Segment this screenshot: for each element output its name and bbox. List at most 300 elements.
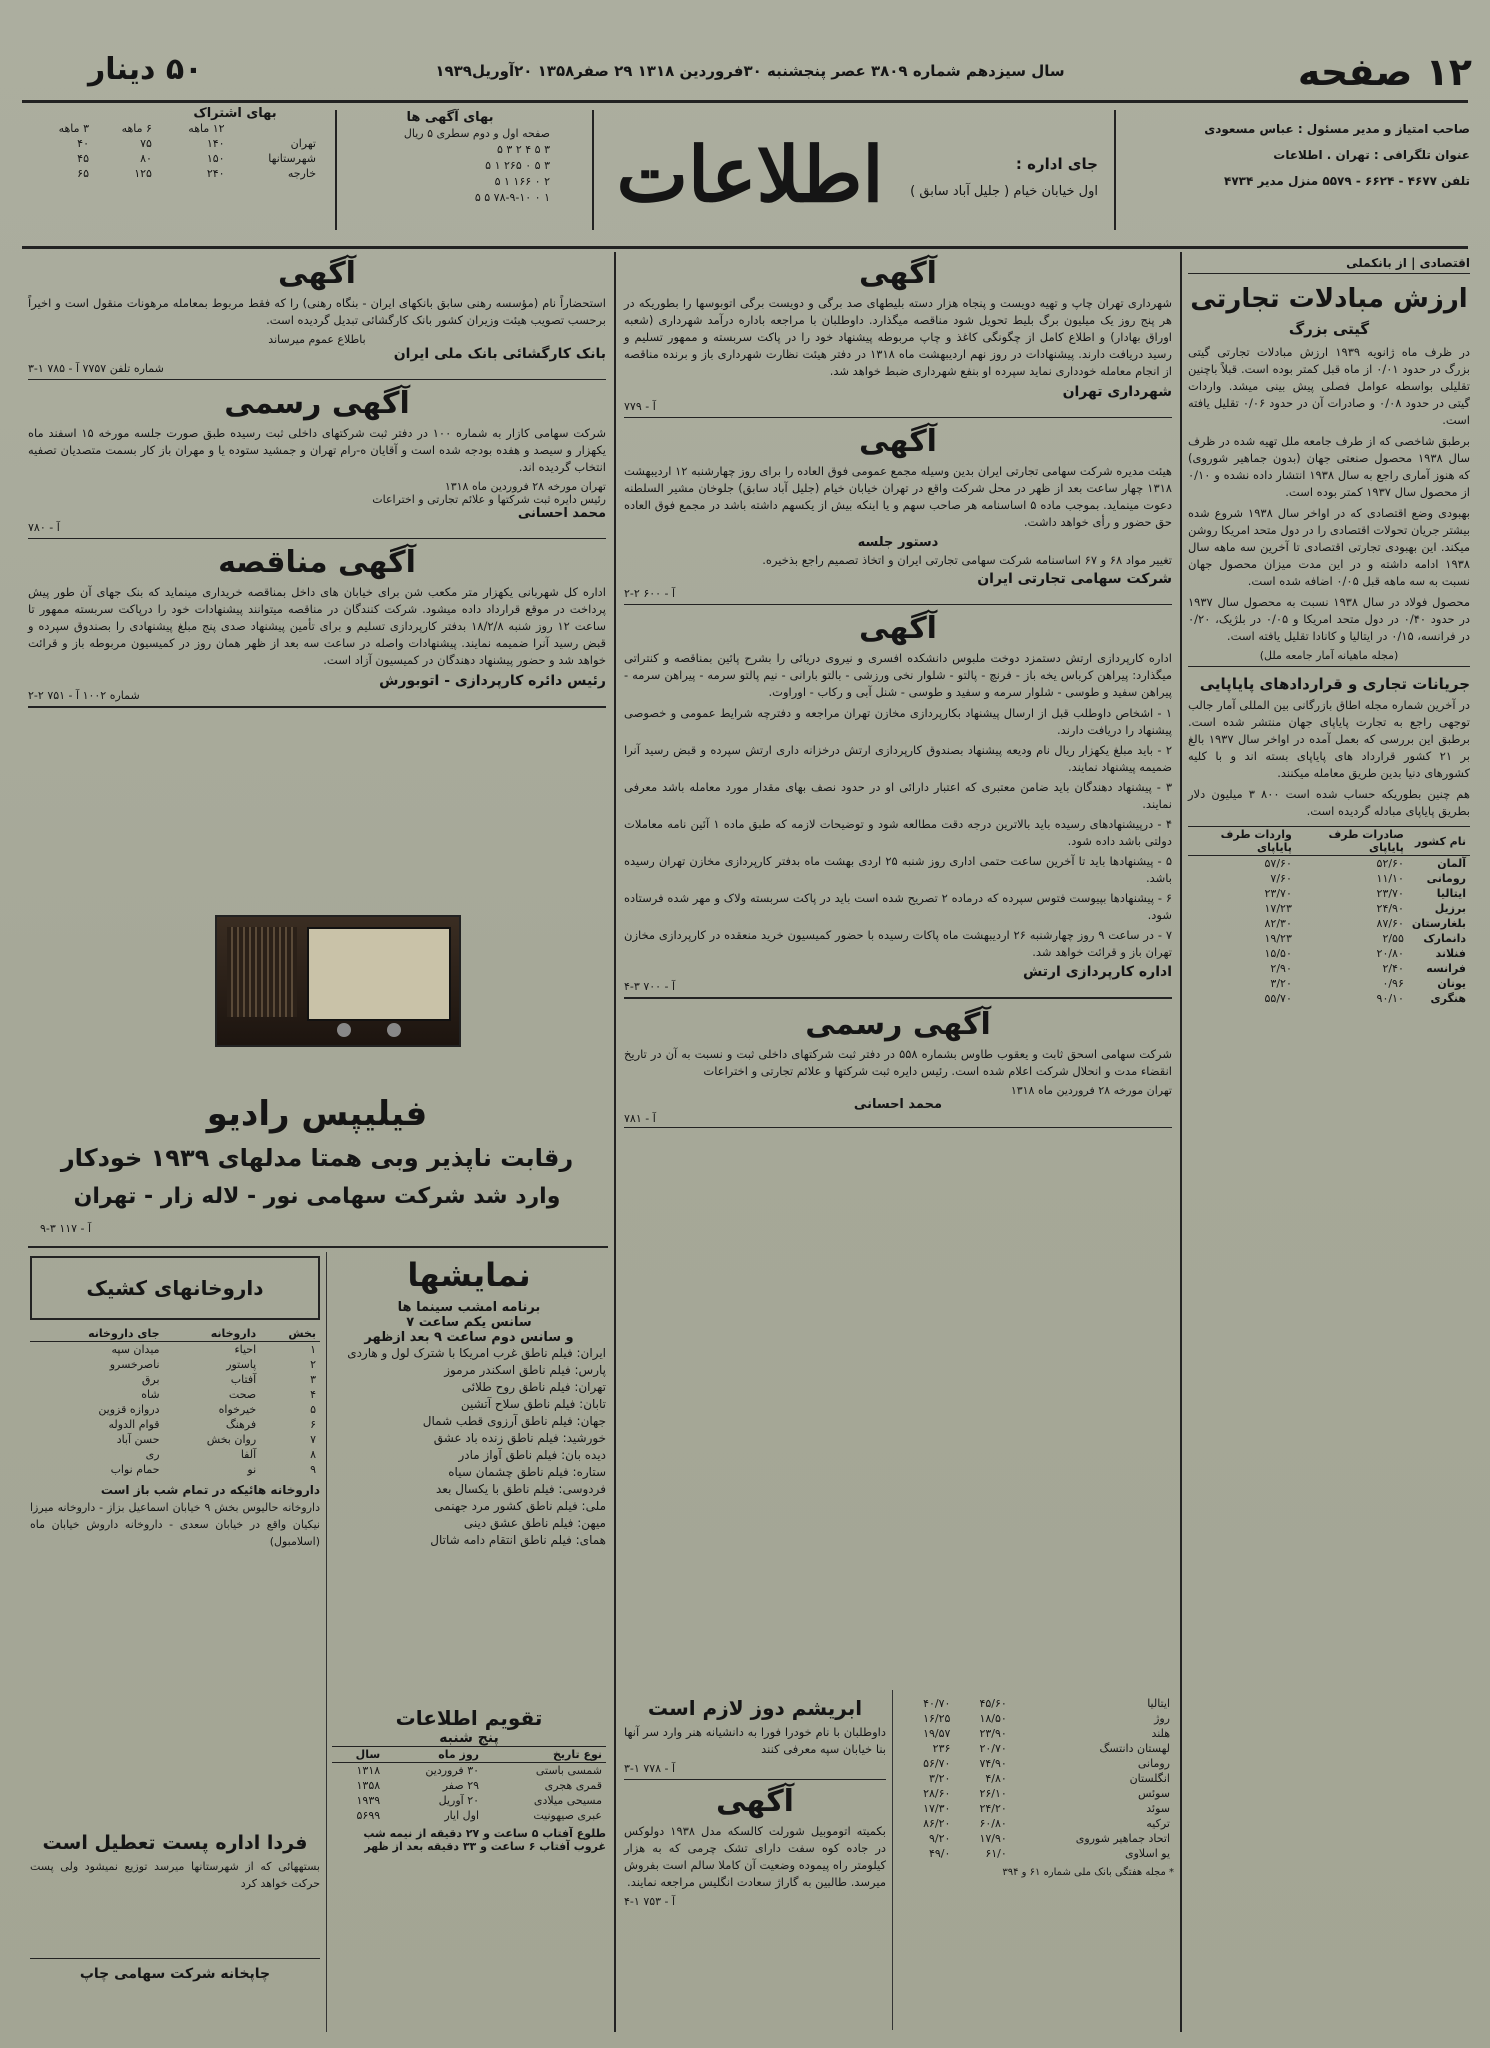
small-ad-ref: آ - ۷۷۸ ۱-۳ xyxy=(624,1762,886,1780)
table-cell: فرهنگ xyxy=(225,1418,257,1431)
sub-place: تهران xyxy=(290,137,316,150)
ad-title: آگهی رسمی xyxy=(805,1007,991,1042)
radio-ad-line: وارد شد شرکت سهامی نور - لاله زار - تهران xyxy=(73,1184,561,1209)
table-row xyxy=(30,1342,320,1358)
sub-value: ۷۵ xyxy=(140,137,152,150)
table-row xyxy=(898,1846,1174,1861)
ad-text: هیئت مدیره شرکت سهامی تجارتی ایران بدین وسیله مجمع عمومی فوق العاده را برای روز چهارشنبه ۱۲ اردیبهشت ۱۳۱۸ چهار ساعت بعد از ظهر در محل شرکت واقع در تهران خیابان خیام (جلیل آباد سابق) جلوخان مشیر السلطنه دعوت مینماید. بموجب ماده ۵ اساسنامه هر صاحب سهم و یا اینکه بیش از یکسهم داشته باشد در مجمع فوق العاده حق حضور و رأی خواهد داشت. xyxy=(624,464,1172,529)
table-header: سال xyxy=(355,1748,381,1761)
table-cell: ۱۵/۵۰ xyxy=(1264,947,1292,960)
column-divider xyxy=(1180,252,1182,2032)
ad-ref: آ - ۷۰۰ ۳-۴ xyxy=(624,980,1172,999)
table-cell: ۲۳۶ xyxy=(932,1742,951,1755)
table-footnote: * مجله هفتگی بانک ملی شماره ۶۱ و ۳۹۴ xyxy=(1002,1867,1174,1878)
ad-ref: آ - ۷۸۰ xyxy=(28,521,606,539)
table-row xyxy=(30,1447,320,1462)
economy-column xyxy=(1188,256,1470,1006)
table-cell: حمام نواب xyxy=(110,1463,160,1476)
ad-signature: شهرداری تهران xyxy=(1062,384,1172,400)
table-cell: ۸۷/۶۰ xyxy=(1376,917,1404,930)
ad-item: ۶ - پیشنهادها بپیوست فتوس سپرده که درماده ۲ تصریح شده است باید در پاکت سربسته ولاک و مهر شده فرستاده شود. xyxy=(624,891,1173,922)
table-cell: قمری هجری xyxy=(544,1779,602,1792)
ad-text: شرکت سهامی اسحق ثابت و یعقوب طاوس بشماره ۵۵۸ در دفتر ثبت شرکتهای داخلی ثبت و نسبت به آن در تاریخ انقضاء مدت و انحلال شرکت اعلام شده است. رئیس دایره ثبت شرکتها و علائم تجارتی و اختراعات xyxy=(624,1047,1173,1078)
cinema-row: فردوسی: فیلم ناطق با یکسال بعد xyxy=(435,1482,606,1496)
table-row xyxy=(1188,946,1470,961)
table-cell: ۶ xyxy=(310,1418,316,1431)
cinema-row: جهان: فیلم ناطق آرزوی قطب شمال xyxy=(422,1414,606,1428)
table-row xyxy=(898,1816,1174,1831)
kicker: اقتصادی | از بانکملی xyxy=(1188,256,1470,274)
small-ads xyxy=(624,1696,886,1908)
table-cell: ری xyxy=(145,1448,160,1461)
table-row xyxy=(30,1372,320,1387)
dateline: سال سیزدهم شماره ۳۸۰۹ عصر پنجشنبه ۳۰فروردین ۱۳۱۸ ۲۹ صفر۱۳۵۸ ۲۰آوریل۱۹۳۹ xyxy=(435,62,1065,80)
ads-column-left xyxy=(28,256,606,708)
table-cell: ۳/۲۰ xyxy=(1270,977,1292,990)
table-row xyxy=(332,1778,606,1793)
ad-title: آگهی رسمی xyxy=(224,386,410,421)
sub-value: ۱۴۰ xyxy=(206,137,225,150)
ad-ref: آ - ۶۰۰ ۲-۲ xyxy=(624,587,1172,605)
table-row xyxy=(30,1462,320,1477)
ad-text: شرکت سهامی کازار به شماره ۱۰۰ در دفتر ثبت شرکتهای داخلی ثبت رسیده طبق صورت جلسه مورخه ۱۵ اسفند ماه یکهزار و سیصد و هفده بودجه شده است و آقایان ه-رام تهران و جمشید ستوده یا و مهران باز کار بسمت متصدیان تصفیه انتخاب گردیده اند. xyxy=(28,426,606,474)
table-cell: ۵۲/۶۰ xyxy=(1376,857,1404,870)
cinema-row: پارس: فیلم ناطق اسکندر مرموز xyxy=(444,1363,606,1377)
pharmacy-note-title: داروخانه هائیکه در تمام شب باز است xyxy=(100,1483,320,1497)
sub-place: شهرستانها xyxy=(268,152,316,165)
table-row xyxy=(1188,856,1470,872)
table-cell: ۲۰/۸۰ xyxy=(1376,947,1404,960)
sub-place: خارجه xyxy=(287,167,316,180)
table-cell: سوئد xyxy=(1146,1802,1170,1815)
ad-item: ۴ - درپیشنهادهای رسیده باید بالاترین درجه دقت مطالعه شود و توضیحات لازمه که طبق ماده ۱ آئین نامه معاملات دولتی باشد داده شود. xyxy=(624,817,1172,848)
table-row xyxy=(898,1831,1174,1846)
sunset: غروب آفتاب ۶ ساعت و ۳۳ دقیقه بعد از ظهر xyxy=(364,1840,606,1853)
table-row xyxy=(898,1711,1174,1726)
sub-value: ۶۵ xyxy=(77,167,89,180)
table-cell: هنگری xyxy=(1430,992,1466,1005)
table-header: داروخانه xyxy=(210,1327,257,1340)
pharmacy-title: داروخانهای کشیک xyxy=(30,1256,320,1320)
table-header: بخش xyxy=(288,1327,316,1340)
ad-signature: محمد احسانی xyxy=(517,506,606,521)
table-cell: عبری صیهونیت xyxy=(533,1809,602,1822)
table-header: نوع تاریخ xyxy=(552,1748,602,1761)
ad-date: تهران مورخه ۲۸ فروردین ماه ۱۳۱۸ xyxy=(1010,1084,1172,1097)
sub-header: ۶ ماهه xyxy=(121,122,152,135)
table-cell: ۵۶/۷۰ xyxy=(923,1757,951,1770)
calendar-box xyxy=(332,1706,606,1853)
table-row xyxy=(30,1432,320,1447)
ad-note: باطلاع عموم میرساند xyxy=(268,333,366,346)
ad-text: شهرداری تهران چاپ و تهیه دویست و پنجاه هزار دسته بلیطهای صد برگی و دویست برگی اتوبوسها را بطوریکه در هر پنج روز یک میلیون برگ بلیط تحویل شود مناقصه میگذارد. داوطلبان با مراجعه باداره درآمد شهرداری (شعبه اوراق بهادار) و اطلاع کامل از چگونگی کاغذ و چاپ مربوطه پیشنهاد خود را در پاکت سربسته و ممهور تسلیم و رسید دریافت دارند. پیشنهادات در روز نهم اردیبهشت ماه ۱۳۱۸ در دفتر هیئت نظارت شهرداری باز و برنده مناقصه از انجام معامله خودداری نماید سپرده او بنفع شهرداری ضبط خواهد شد. xyxy=(624,296,1172,378)
masthead-divider xyxy=(1114,110,1116,230)
top-rule xyxy=(22,100,1468,103)
subscription-block xyxy=(30,106,320,181)
cinema-subtitle: سانس یکم ساعت ۷ xyxy=(406,1315,532,1330)
table-cell: بلغارستان xyxy=(1411,917,1466,930)
column-subdivider xyxy=(326,1252,327,2032)
radio-speaker xyxy=(227,927,297,1017)
table-cell: نو xyxy=(247,1463,257,1476)
table-cell: ۴ xyxy=(310,1388,316,1401)
ad-title: آگهی xyxy=(716,1784,794,1819)
article-paragraph: بهبودی وضع اقتصادی که در اواخر سال ۱۹۳۸ شروع شده بیشتر جریان تحولات اقتصادی را در دول متحد امریکا روشن میکند. این بهبودی تجارتی اقتصادی تا آخرین سه ماهه سال ۱۹۳۸ ادامه داشته و در این مدت میزان محصول جهان نسبت به سه ماهه قبل ۰/۰۵ اضافه شده است. xyxy=(1188,506,1470,588)
section-paragraph: در آخرین شماره مجله اطاق بازرگانی بین المللی آمار جالب توجهی راجع به تجارت پایاپای جهان منتشر شده است. برطبق این بررسی که بعمل آمده در اواخر سال ۱۹۳۷ بالغ بر ۲۱ کشور قرارداد های پایاپای بسته اند و با کلیه کشورهای دنیا بدین طریق معامله میکنند. xyxy=(1188,698,1471,780)
ad-title: آگهی xyxy=(859,611,937,646)
table-cell: سوئس xyxy=(1138,1787,1170,1800)
table-cell: آلفا xyxy=(240,1448,257,1461)
table-cell: ۴/۸۰ xyxy=(985,1772,1007,1785)
table-cell: ۵۵/۷۰ xyxy=(1264,992,1292,1005)
page-number: ۱۲ صفحه xyxy=(1297,50,1472,94)
table-cell: ۱۹/۲۳ xyxy=(1264,932,1292,945)
sub-value: ۱۲۵ xyxy=(134,167,152,180)
sunrise: طلوع آفتاب ۵ ساعت و ۲۷ دقیقه از نیمه شب xyxy=(363,1827,606,1840)
article-title: ارزش مبادلات تجارتی xyxy=(1190,284,1468,314)
cinema-row: ایران: فیلم ناطق غرب امریکا با شترک لول و هاردی xyxy=(347,1346,606,1360)
table-cell: ۷/۶۰ xyxy=(1270,872,1292,885)
country-price-table xyxy=(898,1696,1174,1878)
ad-signature: محمد احسانی xyxy=(853,1097,943,1112)
sub-value: ۴۵ xyxy=(77,152,89,165)
holiday-notice xyxy=(30,1832,320,1896)
table-cell: حسن آباد xyxy=(116,1433,160,1446)
sub-header xyxy=(229,121,320,136)
section-paragraph: هم چنین بطوریکه حساب شده است ۸۰۰ ۳ میلیون دلار بطریق پایاپای مبادله گردیده است. xyxy=(1188,787,1471,818)
pharmacy-table xyxy=(30,1326,320,1477)
table-row xyxy=(898,1696,1174,1711)
table-row xyxy=(30,1417,320,1432)
owner-line: صاحب امتیاز و مدیر مسئول : عباس مسعودی xyxy=(1204,122,1470,136)
cinema-subtitle: و سانس دوم ساعت ۹ بعد ازظهر xyxy=(364,1330,574,1345)
table-row xyxy=(332,1763,606,1779)
section-title: جریانات تجاری و قراردادهای پایاپایی xyxy=(1199,675,1470,693)
table-cell: اول ایار xyxy=(444,1809,480,1822)
ads-price-row: ۲ ۰ ۱۶۶ ۱ ۵ xyxy=(494,175,550,188)
table-cell: ۲/۴۰ xyxy=(1382,962,1404,975)
table-row xyxy=(1188,901,1470,916)
ads-price-row: ۱ ۰ ۷۸-۹-۱۰ ۵ ۵ xyxy=(474,191,550,204)
ad-ref: شماره ۱۰۰۲ آ - ۷۵۱ ۲-۲ xyxy=(28,689,606,708)
cinema-row: ملی: فیلم ناطق کشور مرد جهنمی xyxy=(434,1499,606,1513)
table-cell: ۲۳/۹۰ xyxy=(979,1727,1007,1740)
table-cell: ۲ xyxy=(310,1358,316,1371)
cinema-row: خورشید: فیلم ناطق زنده باد عشق xyxy=(433,1431,606,1445)
cinema-listing xyxy=(332,1256,606,1549)
cinema-title: نمایشها xyxy=(407,1256,531,1294)
table-cell: صحت xyxy=(228,1388,257,1401)
table-cell: فرانسه xyxy=(1426,962,1466,975)
sub-header: ۱۲ ماهه xyxy=(188,122,225,135)
table-cell: دانمارک xyxy=(1423,932,1466,945)
table-cell: ۰/۹۶ xyxy=(1382,977,1404,990)
ad-date: تهران مورخه ۲۸ فروردین ماه ۱۳۱۸ xyxy=(444,480,606,493)
column-divider xyxy=(614,252,616,2032)
table-cell: ۶۰/۸۰ xyxy=(979,1817,1007,1830)
masthead-divider xyxy=(592,110,594,230)
section-rule xyxy=(28,1246,608,1248)
ad-title: آگهی xyxy=(278,256,356,291)
table-header: روز ماه xyxy=(438,1748,480,1761)
table-cell: روژ xyxy=(1154,1712,1170,1725)
table-cell: ۲۹ صفر xyxy=(442,1779,480,1792)
table-cell: ۹/۲۰ xyxy=(928,1832,951,1845)
ad-title: آگهی xyxy=(859,424,937,459)
table-cell: ۲۴/۲۰ xyxy=(979,1802,1007,1815)
table-row xyxy=(1188,916,1470,931)
owner-line: عنوان تلگرافی : تهران . اطلاعات xyxy=(1273,148,1470,162)
cinema-row: میهن: فیلم ناطق عشق دینی xyxy=(463,1516,606,1530)
table-header: جای داروخانه xyxy=(88,1327,160,1340)
table-cell: برزیل xyxy=(1434,902,1466,915)
table-cell: ۲۰ آوریل xyxy=(438,1794,480,1807)
ad-signature: شرکت سهامی تجارتی ایران xyxy=(977,571,1172,587)
newspaper-logo: اطلاعات xyxy=(616,130,884,219)
sub-header: ۳ ماهه xyxy=(58,122,89,135)
table-cell: فنلاند xyxy=(1435,947,1466,960)
ad-agenda-text: تغییر مواد ۶۸ و ۶۷ اساسنامه شرکت سهامی تجارتی ایران و اتخاذ تصمیم راجع بذخیره. xyxy=(762,553,1172,567)
table-cell: ۵۶۹۹ xyxy=(356,1809,381,1822)
table-cell: ۱۳۱۸ xyxy=(356,1764,381,1777)
table-cell: ۱۹/۵۷ xyxy=(923,1727,951,1740)
printer-rule xyxy=(30,1958,320,1959)
table-cell: ۱ xyxy=(310,1343,316,1356)
holiday-text: بستههائی که از شهرستانها میرسد توزیع نمیشود ولی پست حرکت خواهد کرد xyxy=(30,1860,320,1890)
table-cell: آلمان xyxy=(1437,857,1466,870)
ad-text: اداره کل شهربانی یکهزار متر مکعب شن برای خیابان های داخل بمناقصه خریداری مینماید که بنک جهای آن طور پیش پرداخت در موقع قرارداد داده میشود. شرکت کنندگان در مناقصه میتوانند پیشنهادات خود را درپاکت سربسته ممهور تا ساعت ۱۲ روز شنبه ۱۸/۲/۸ بدفتر کارپردازی تسلیم و برای تأمین پیشنهاد صدی پنج مبلغ پیشنهادی را بصندوق سپرده و قبض رسید آنرا ضمیمه نمایند. پیشنهادات واصله در ساعت سه بعد از ظهر همان روز در کمیسیون مربوطه باز و قرائت خواهد شد و حضور پیشنهاد دهندگان در کمیسیون آزاد است. xyxy=(28,585,606,667)
ads-price-row: ۳ ۵ ۴ ۲ ۳ ۵ xyxy=(496,143,550,156)
table-cell: ۱۷/۳۰ xyxy=(923,1802,951,1815)
table-row xyxy=(1188,976,1470,991)
article-paragraph: برطبق شاخصی که از طرف جامعه ملل تهیه شده در ظرف سال ۱۹۳۸ محصول صنعتی جهان (بدون جماهیر شوروی) که هنوز آماری راجع به سال ۱۹۳۸ انتشار داده نشده و ۰/۱۰ از محصول سال ۱۹۳۷ کمتر بوده است. xyxy=(1188,434,1471,499)
small-ad-text: داوطلبان با نام خودرا فورا به دانشیانه هنر وارد سر آنها بنا خیابان سپه معرفی کنند xyxy=(624,1725,886,1756)
table-cell: ۲۳/۷۰ xyxy=(1376,887,1404,900)
ad-office: رئیس دایره ثبت شرکتها و علائم تجارتی و اختراعات xyxy=(372,493,606,506)
table-cell: ۲/۹۰ xyxy=(1270,962,1292,975)
masthead-divider xyxy=(335,110,337,230)
table-cell: دروازه قزوین xyxy=(98,1403,160,1416)
subscription-title: بهای اشتراک xyxy=(193,106,277,121)
table-cell: شمسی باستی xyxy=(535,1764,602,1777)
table-cell: یونان xyxy=(1437,977,1466,990)
table-cell: ۳ xyxy=(310,1373,316,1386)
calendar-title: تقویم اطلاعات xyxy=(395,1706,543,1730)
table-row xyxy=(898,1726,1174,1741)
ad-item: ۲ - باید مبلغ یکهزار ریال نام ودیعه پیشنهاد بصندوق کارپردازی ارتش درخزانه داری ارتش سپرده و قبض رسید آنرا ضمیمه پیشنهاد نمایند. xyxy=(624,743,1172,774)
sub-value: ۲۴۰ xyxy=(206,167,225,180)
table-cell: ۴۹/۰ xyxy=(928,1847,951,1860)
calendar-table xyxy=(332,1747,606,1823)
printer-credit: چاپخانه شرکت سهامی چاپ xyxy=(79,1966,271,1982)
ads-price-row: ۳ ۵ ۰ ۲۶۵ ۱ ۵ xyxy=(485,159,550,172)
table-cell: اتحاد جماهیر شوروی xyxy=(1075,1832,1170,1845)
table-cell: ایتالیا xyxy=(1436,887,1466,900)
article-subtitle: گیتی بزرگ xyxy=(1288,320,1370,338)
table-cell: ۱۳۵۸ xyxy=(356,1779,381,1792)
cinema-row: ستاره: فیلم ناطق چشمان سیاه xyxy=(448,1465,606,1479)
ad-ref: آ - ۷۸۱ xyxy=(624,1112,1172,1128)
table-cell: ۲۸/۶۰ xyxy=(923,1787,951,1800)
small-ad-title: ابریشم دوز لازم است xyxy=(647,1696,863,1720)
table-row xyxy=(332,1793,606,1808)
table-row xyxy=(898,1756,1174,1771)
table-cell: قوام الدوله xyxy=(108,1418,160,1431)
ad-text: اداره کارپردازی ارتش دستمزد دوخت ملبوس دانشکده افسری و نیروی دریائی را بشرح پائین بمناقصه و کنتراتی میگذارد: پیراهن کرباس یخه باز - فرنچ - پالتو - شلوار نخی ورزشی - بالتو بارانی - نیم پالتو سرمه - پیراهن سرمه - پیراهن سفید و طوسی - شلوار سرمه و سفید و طوسی - شنل آبی و رکاب - اوراوت. xyxy=(624,651,1172,699)
table-row xyxy=(898,1771,1174,1786)
owner-block xyxy=(1170,116,1470,194)
office-address: اول خیابان خیام ( جلیل آباد سابق ) xyxy=(910,184,1098,199)
ad-item: ۷ - در ساعت ۹ روز چهارشنبه ۲۶ اردیبهشت ماه پاکات رسیده با حضور کمیسیون خرید منعقده در کارپردازی مخازن تهران باز و قرائت خواهد شد. xyxy=(624,928,1172,959)
table-cell: روان بخش xyxy=(206,1433,257,1446)
table-header: واردات طرف پایاپای xyxy=(1220,828,1292,854)
table-cell: ۳/۲۰ xyxy=(928,1772,951,1785)
radio-ad-title: فیلیپس رادیو xyxy=(206,1094,428,1134)
ad-text: استحضاراً نام (مؤسسه رهنی سابق بانکهای ایران - بنگاه رهنی) را که فقط مربوط بمعامله مرهونات منقول است و اخیراً برحسب تصویب هیئت وزیران کشور بانک کارگشائی تبدیل گردیده است. xyxy=(28,296,606,327)
pharmacy-note: داروخانه حالیوس بخش ۹ خیابان اسماعیل بزاز - داروخانه میرزا نیکیان واقع در خیابان سعدی - داروخانه داروش خیابان ماه (اسلامبول) xyxy=(30,1501,320,1548)
radio-illustration xyxy=(215,915,461,1047)
table-row xyxy=(1188,871,1470,886)
table-row xyxy=(1188,931,1470,946)
table-cell: ۲۰/۷۰ xyxy=(979,1742,1007,1755)
table-row xyxy=(332,1808,606,1823)
table-cell: ۷ xyxy=(310,1433,316,1446)
table-cell: یو اسلاوی xyxy=(1125,1847,1170,1860)
table-cell: ۱۷/۹۰ xyxy=(979,1832,1007,1845)
ad-item: ۱ - اشخاص داوطلب قبل از ارسال پیشنهاد بکارپردازی مخازن تهران مراجعه و دفترچه شرایط عمومی و خصوصی پیشنهاد را دریافت دارند. xyxy=(624,706,1172,737)
article-source: (مجله ماهیانه آمار جامعه ملل) xyxy=(1188,649,1470,667)
sub-value: ۱۵۰ xyxy=(206,152,225,165)
holiday-title: فردا اداره پست تعطیل است xyxy=(42,1832,308,1854)
table-cell: ایتالیا xyxy=(1147,1697,1170,1710)
table-cell: ۱۷/۲۳ xyxy=(1264,902,1292,915)
table-row xyxy=(898,1801,1174,1816)
table-cell: ۲۶/۱۰ xyxy=(979,1787,1007,1800)
calendar-day: پنج شنبه xyxy=(332,1730,606,1747)
pharmacy-listing xyxy=(30,1256,320,1552)
table-cell: مسیحی میلادی xyxy=(533,1794,602,1807)
ad-text: بکمیته اتوموبیل شورلت کالسکه مدل ۱۹۳۸ دولوکس در جاده کوه سفت دارای تشک چرمی که به هزار کیلومتر راه پیموده وضعیت آن کاملا سالم است بفروش میرسد. طالبین به گاراژ سعادت انگلیس مراجعه نمایند. xyxy=(624,1824,886,1889)
ad-item: ۳ - پیشنهاد دهندگان باید ضامن معتبری که اعتبار دارائی او در حدود نصف بهای مقدار مورد معامله باشد معرفی نمایند. xyxy=(624,780,1172,811)
radio-knob xyxy=(337,1023,351,1037)
table-cell: ۵۷/۶۰ xyxy=(1264,857,1292,870)
cinema-row: تابان: فیلم ناطق سلاح آتشین xyxy=(460,1397,606,1411)
office-block xyxy=(878,150,1098,206)
table-cell: برق xyxy=(141,1373,160,1386)
table-cell: ۱۶/۲۵ xyxy=(923,1712,951,1725)
table-row xyxy=(30,1402,320,1417)
ad-signature: اداره کارپردازی ارتش xyxy=(1022,964,1172,980)
table-cell: ۸۲/۳۰ xyxy=(1264,917,1292,930)
table-cell: آفتاب xyxy=(230,1373,257,1386)
table-cell: ۴۵/۶۰ xyxy=(979,1697,1007,1710)
table-cell: شاه xyxy=(141,1388,160,1401)
trade-table xyxy=(1188,826,1470,1006)
table-cell: ترکیه xyxy=(1146,1817,1170,1830)
table-row xyxy=(898,1741,1174,1756)
ad-signature: رئیس دائره کارپردازی - اتوبورش xyxy=(379,673,606,689)
subscription-table xyxy=(30,121,320,181)
table-cell: خیرخواه xyxy=(218,1403,257,1416)
table-cell: ۱۱/۱۰ xyxy=(1376,872,1404,885)
radio-knob xyxy=(387,1023,401,1037)
ad-ref: شماره تلفن ۷۷۵۷ آ - ۷۸۵ ۱-۳ xyxy=(28,362,606,380)
table-cell: رومانی xyxy=(1137,1757,1170,1770)
table-cell: ۱۹۳۹ xyxy=(356,1794,381,1807)
table-cell: ۷۴/۹۰ xyxy=(979,1757,1007,1770)
article-paragraph: محصول فولاد در سال ۱۹۳۸ نسبت به محصول سال ۱۹۳۷ در حدود ۰/۴۰ در دول متحد امریکا و ۰/۰۵ در بلژیک، ۰/۲۰ در فرانسه، ۰/۱۵ در ایتالیا و کانادا تقلیل یافته است. xyxy=(1188,595,1471,643)
table-cell: ۹ xyxy=(310,1463,316,1476)
table-cell: لهستان دانتسگ xyxy=(1099,1742,1170,1755)
column-subdivider xyxy=(892,1690,893,2030)
table-row xyxy=(30,1387,320,1402)
table-cell: ۸ xyxy=(310,1448,316,1461)
ad-agenda-title: دستور جلسه xyxy=(857,535,939,550)
table-row xyxy=(1188,991,1470,1006)
table-cell: رومانی xyxy=(1426,872,1466,885)
price: ۵۰ دینار xyxy=(88,52,203,87)
ad-item: ۵ - پیشنهادها باید تا آخرین ساعت حتمی اداری روز شنبه ۲۵ اردی بهشت ماه بدفتر کارپردازی مخازن تهران رسیده باشد. xyxy=(624,854,1172,885)
table-cell: ناصرخسرو xyxy=(109,1358,160,1371)
table-row xyxy=(1188,886,1470,901)
table-header: نام کشور xyxy=(1415,834,1466,848)
table-cell: انگلستان xyxy=(1129,1772,1170,1785)
table-cell: ۲۴/۹۰ xyxy=(1376,902,1404,915)
ad-title: آگهی xyxy=(859,256,937,291)
ad-title: آگهی مناقصه xyxy=(218,545,416,580)
ads-price-sub: صفحه اول و دوم سطری ۵ ریال xyxy=(403,127,550,140)
table-cell: پاستور xyxy=(226,1358,257,1371)
cinema-row: همای: فیلم ناطق انتقام دامه شاتال xyxy=(430,1533,606,1547)
cinema-row: تهران: فیلم ناطق روح طلائی xyxy=(461,1380,606,1394)
office-title: جای اداره : xyxy=(1015,155,1098,173)
price-table xyxy=(898,1696,1174,1861)
table-cell: ۸۶/۲۰ xyxy=(923,1817,951,1830)
sub-value: ۴۰ xyxy=(77,137,89,150)
ad-ref: آ - ۷۵۳ ۱-۴ xyxy=(624,1895,676,1908)
table-row xyxy=(1188,961,1470,976)
table-cell: ۳۰ فروردین xyxy=(425,1764,480,1777)
table-cell: ۶۱/۰ xyxy=(985,1847,1007,1860)
table-cell: ۹۰/۱۰ xyxy=(1376,992,1404,1005)
table-row xyxy=(898,1786,1174,1801)
table-row xyxy=(30,1357,320,1372)
ads-column-middle xyxy=(624,256,1172,1128)
table-header: صادرات طرف پایاپای xyxy=(1328,828,1404,854)
ads-price-title: بهای آگهی ها xyxy=(406,110,494,125)
article-paragraph: در ظرف ماه ژانویه ۱۹۳۹ ارزش مبادلات تجارتی گیتی بزرگ در حدود ۰/۰۱ از ماه قبل کمتر بوده است. قبلاً باچنین تقلیلی بواسطه عوامل فصلی پیش بینی میشد. واردات گیتی در حدود ۰/۰۸ و صادرات آن در حدود ۰/۰۶ تقلیل یافته است. xyxy=(1188,345,1471,427)
ad-ref: آ - ۷۷۹ xyxy=(624,400,1172,418)
masthead-bottom-rule xyxy=(22,246,1468,249)
owner-line: تلفن ۴۶۷۷ - ۶۶۲۴ - ۵۵۷۹ منزل مدیر ۴۷۳۴ xyxy=(1224,174,1470,188)
table-cell: هلند xyxy=(1151,1727,1170,1740)
table-cell: میدان سپه xyxy=(111,1343,160,1356)
table-cell: ۲/۵۵ xyxy=(1382,932,1404,945)
ads-price-block xyxy=(350,110,550,206)
table-cell: ۱۸/۵۰ xyxy=(979,1712,1007,1725)
cinema-subtitle: برنامه امشب سینما ها xyxy=(397,1300,541,1315)
cinema-row: دیده بان: فیلم ناطق آواز مادر xyxy=(458,1448,606,1462)
sub-value: ۸۰ xyxy=(140,152,152,165)
table-cell: ۵ xyxy=(310,1403,316,1416)
radio-ad-ref: آ - ۱۱۷ ۳-۹ xyxy=(40,1222,92,1235)
table-cell: ۲۳/۷۰ xyxy=(1264,887,1292,900)
table-cell: ۴۰/۷۰ xyxy=(923,1697,951,1710)
radio-ad-line: رقابت ناپذیر وبی همتا مدلهای ۱۹۳۹ خودکار xyxy=(60,1144,574,1172)
ad-signature: بانک کارگشائی بانک ملی ایران xyxy=(393,346,606,362)
table-cell: احیاء xyxy=(234,1343,257,1356)
radio-dial xyxy=(307,927,451,1021)
